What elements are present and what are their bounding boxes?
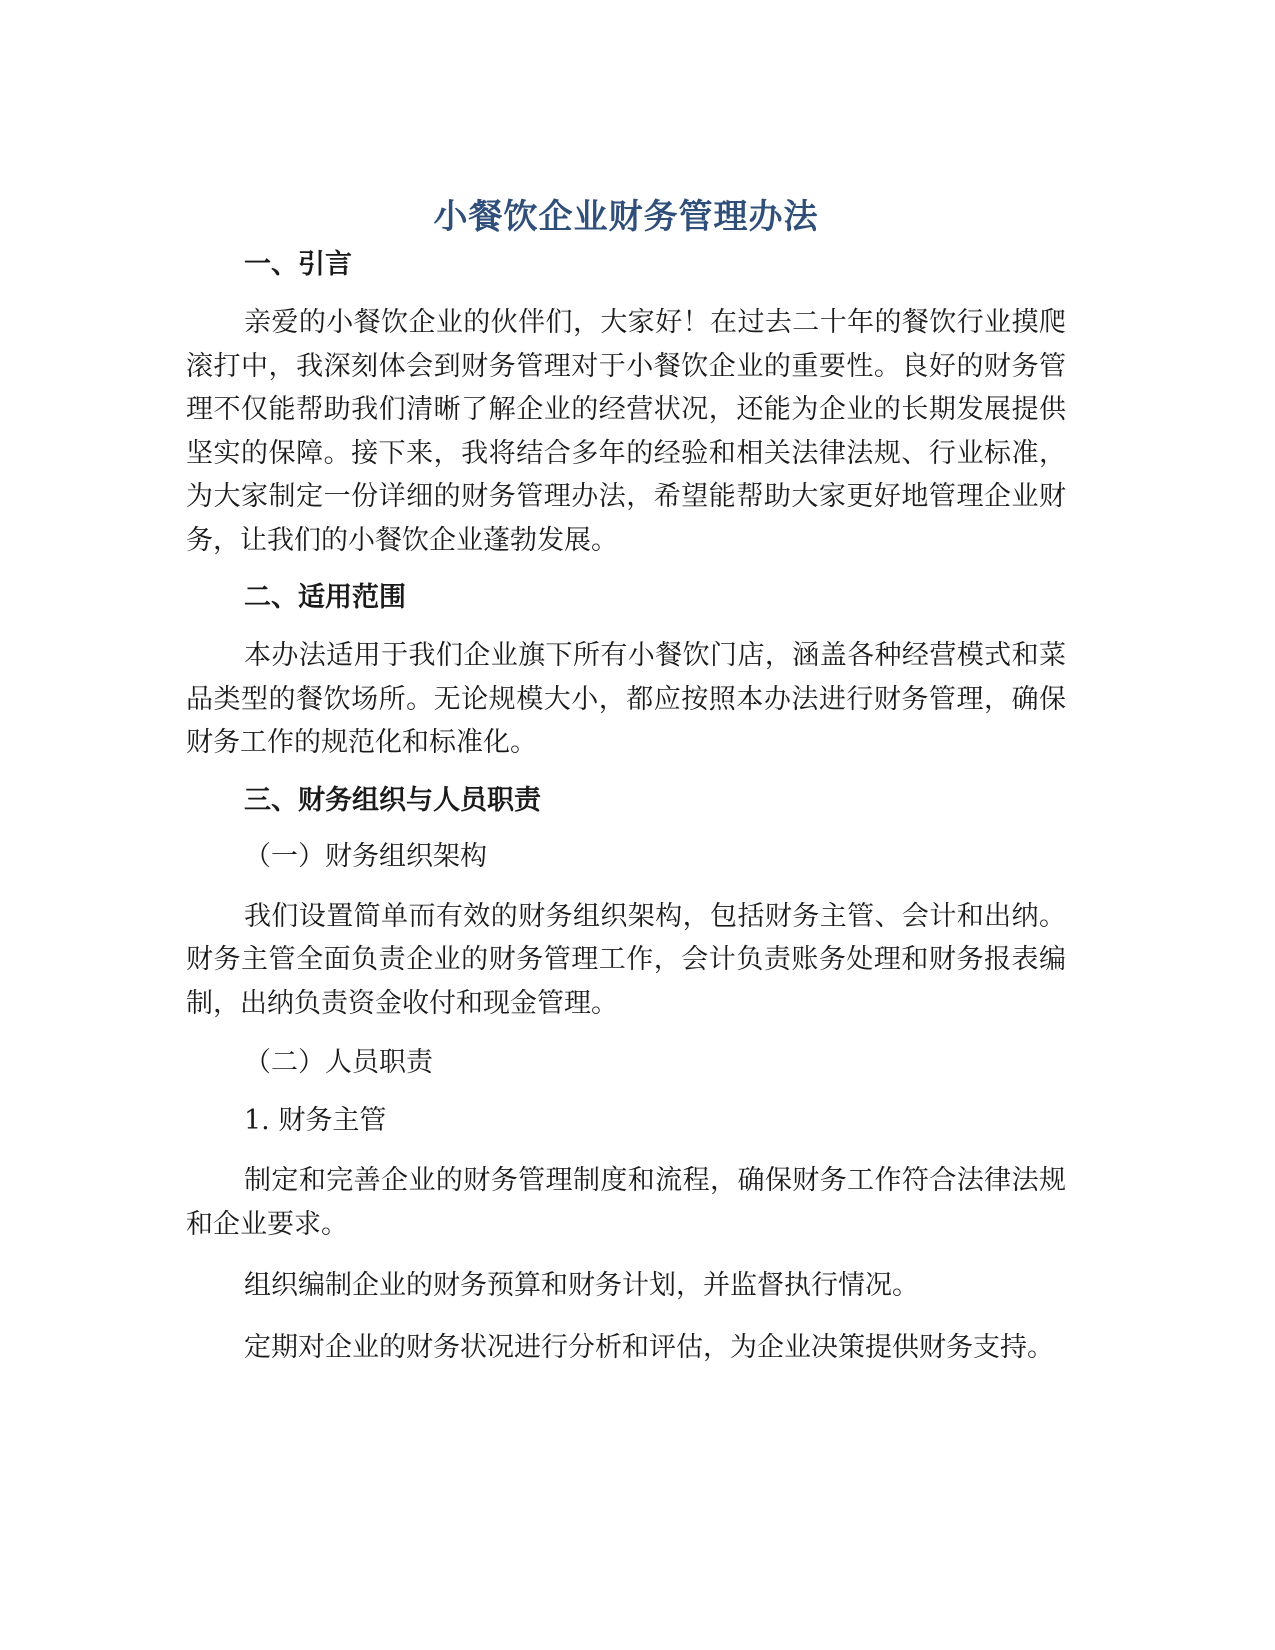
duty-paragraph-2: 组织编制企业的财务预算和财务计划，并监督执行情况。	[244, 1270, 919, 1301]
scope-paragraph: 本办法适用于我们企业旗下所有小餐饮门店，涵盖各种经营模式和菜品类型的餐饮场所。无论规模大小，都应按照本办法进行财务管理，确保财务工作的规范化和标准化。	[186, 640, 1066, 758]
duty-paragraph-3: 定期对企业的财务状况进行分析和评估，为企业决策提供财务支持。	[244, 1331, 1054, 1363]
structure-paragraph: 我们设置简单而有效的财务组织架构，包括财务主管、会计和出纳。财务主管全面负责企业的财务管理工作，会计负责账务处理和财务报表编制，出纳负责资金收付和现金管理。	[186, 900, 1066, 1019]
document-page	[186, 195, 1066, 1369]
duty-paragraph-1: 制定和完善企业的财务管理制度和流程，确保财务工作符合法律法规和企业要求。	[186, 1165, 1066, 1240]
section-heading-organization: 三、财务组织与人员职责	[244, 784, 541, 816]
section-heading-intro: 一、引言	[244, 249, 352, 280]
subsection-heading-duties: （二）人员职责	[244, 1047, 433, 1078]
subsection-heading-structure: （一）财务组织架构	[244, 840, 487, 872]
intro-paragraph: 亲爱的小餐饮企业的伙伴们，大家好！在过去二十年的餐饮行业摸爬滚打中，我深刻体会到财务管理对于小餐饮企业的重要性。良好的财务管理不仅能帮助我们清晰了解企业的经营状况，还能为企业的长期发展提供坚实的保障。接下来，我将结合多年的经验和相关法律法规、行业标准，为大家制定一份详细的财务管理办法，希望能帮助大家更好地管理企业财务，让我们的小餐饮企业蓬勃发展。	[186, 307, 1066, 556]
document-title: 小餐饮企业财务管理办法	[433, 197, 819, 237]
section-heading-scope: 二、适用范围	[244, 582, 406, 613]
role-heading-finance-manager: 1. 财务主管	[244, 1105, 387, 1136]
